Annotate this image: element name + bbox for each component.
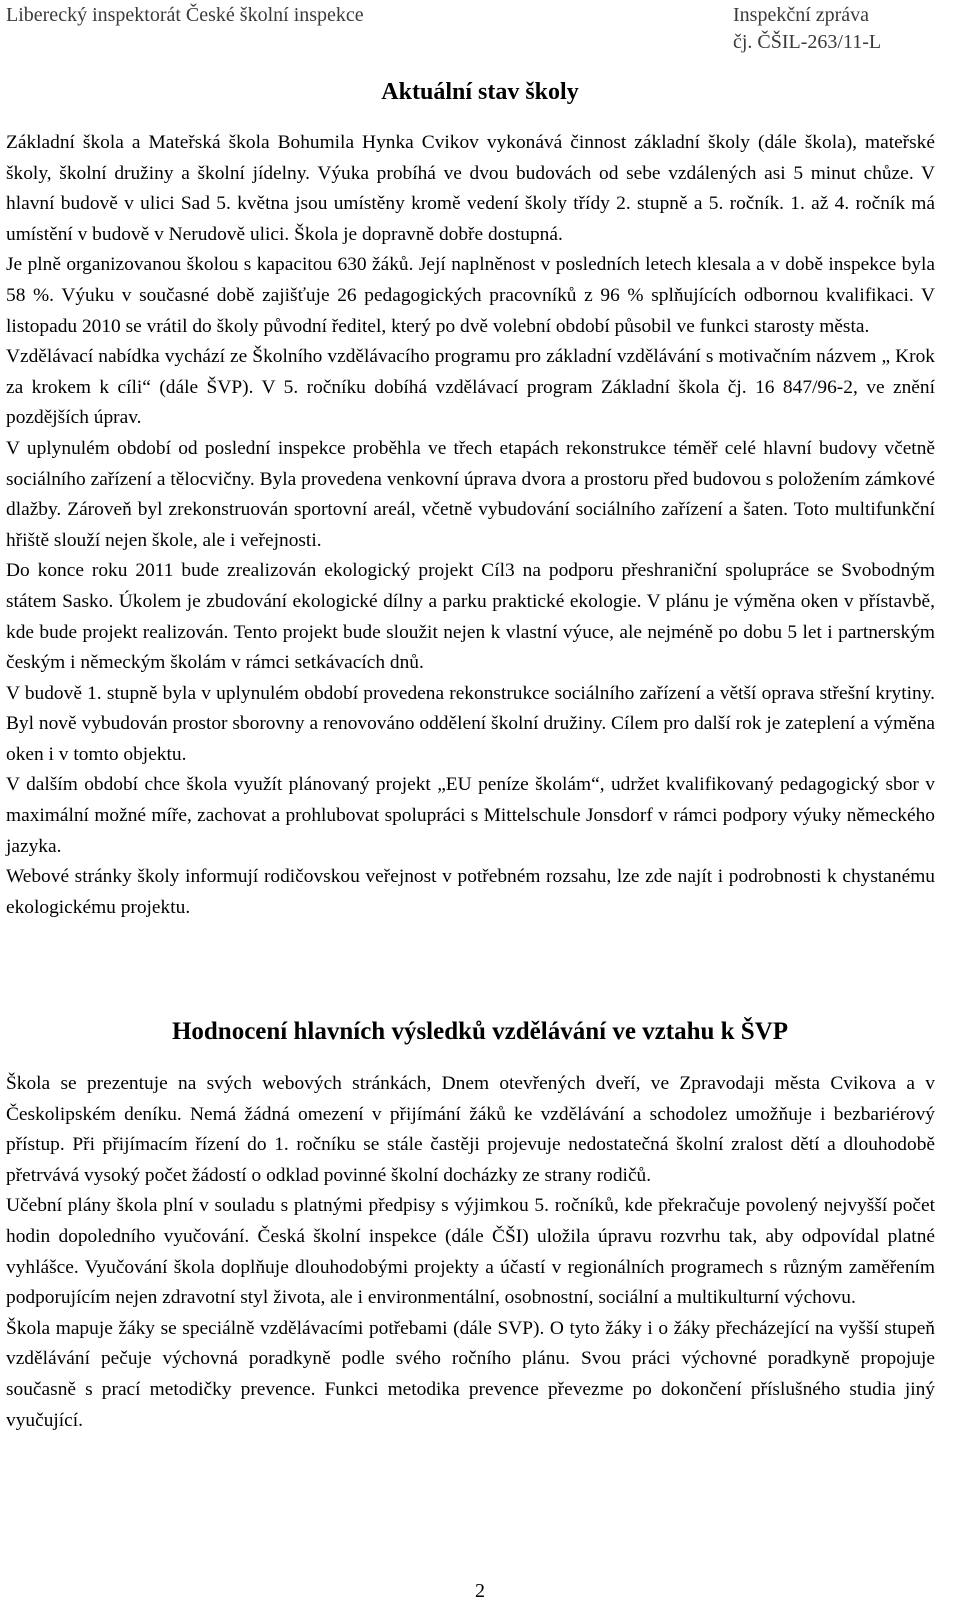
paragraph: V budově 1. stupně byla v uplynulém období provedena rekonstrukce sociálního zařízení a větší oprava střešní krytiny. Byl nově vybudován prostor sborovny a renovováno oddělení školní družiny. Cílem pro další rok je zateplení a výměna oken i v tomto objektu. <box>6 682 935 765</box>
paragraph: Škola mapuje žáky se speciálně vzdělávacími potřebami (dále SVP). O tyto žáky i o žáky přecházející na vyšší stupeň vzdělávání pečuje výchovná poradkyně podle svého ročního plánu. Svou práci výchovné poradkyně propojuje současně s prací metodičky prevence. Funkci metodika prevence převezme po dokončení příslušného studia jiný vyučující. <box>6 1317 935 1431</box>
paragraph: Škola se prezentuje na svých webových stránkách, Dnem otevřených dveří, ve Zpravodaji města Cvikova a v Českolipském deníku. Nemá žádná omezení v přijímání žáků ke vzdělávání a schodolez umožňuje i bezbariérový přístup. Při přijímacím řízení do 1. ročníku se stále častěji projevuje nedostatečná školní zralost dětí a dlouhodobě přetrvává vysoký počet žádostí o odklad povinné školní docházky ze strany rodičů. <box>6 1073 935 1186</box>
paragraph: Do konce roku 2011 bude zrealizován ekologický projekt Cíl3 na podporu přeshraniční spolupráce se Svobodným státem Sasko. Úkolem je zbudování ekologické dílny a parku praktické ekologie. V plánu je výměna oken v přístavbě, kde bude projekt realizován. Tento projekt bude sloužit nejen k vlastní výuce, ale nejméně po dobu 5 let i partnerským českým i německým školám v rámci setkávacích dnů. <box>6 560 935 674</box>
page-number: 2 <box>475 1580 485 1602</box>
header-report-type: Inspekční zpráva <box>733 4 870 26</box>
paragraph: Vzdělávací nabídka vychází ze Školního vzdělávacího programu pro základní vzdělávání s motivačním názvem „ Krok za krokem k cíli“ (dále ŠVP). V 5. ročníku dobíhá vzdělávací program Základní škola čj. 16 847/96-2, ve znění pozdějších úprav. <box>6 346 935 429</box>
section-title-evaluation: Hodnocení hlavních výsledků vzdělávání ve vztahu k ŠVP <box>171 1018 789 1045</box>
section-title-current-state: Aktuální stav školy <box>381 79 579 105</box>
header-right <box>733 2 881 56</box>
paragraph: V uplynulém období od poslední inspekce proběhla ve třech etapách rekonstrukce téměř celé hlavní budovy včetně sociálního zařízení a tělocvičny. Byla provedena venkovní úprava dvora a prostoru před budovou s položením zámkové dlažby. Zároveň byl zrekonstruován sportovní areál, včetně vybudování sociálního zařízení a šaten. Toto multifunkční hřiště slouží nejen škole, ale i veřejnosti. <box>6 437 935 551</box>
header-reference-number: čj. ČŠIL-263/11-L <box>733 31 882 53</box>
paragraph: Základní škola a Mateřská škola Bohumila Hynka Cvikov vykonává činnost základní školy (dále škola), mateřské školy, školní družiny a školní jídelny. Výuka probíhá ve dvou budovách od sebe vzdálených asi 5 minut chůze. V hlavní budově v ulici Sad 5. května jsou umístěny kromě vedení školy třídy 2. stupně a 5. ročník. 1. až 4. ročník má umístění v budově v Nerudově ulici. Škola je dopravně dobře dostupná. <box>6 132 935 245</box>
paragraph: Je plně organizovanou školou s kapacitou 630 žáků. Její naplněnost v posledních letech klesala a v době inspekce byla 58 %. Výuku v současné době zajišťuje 26 pedagogických pracovníků z 96 % splňujících odbornou kvalifikaci. V listopadu 2010 se vrátil do školy původní ředitel, který po dvě volební období působil ve funkci starosty města. <box>6 254 935 337</box>
header-left: Liberecký inspektorát České školní inspekce <box>6 4 364 26</box>
paragraph: Webové stránky školy informují rodičovskou veřejnost v potřebném rozsahu, lze zde najít i podrobnosti k chystanému ekologickému projektu. <box>6 866 935 918</box>
section-current-state-body <box>6 128 935 923</box>
paragraph: Učební plány škola plní v souladu s platnými předpisy s výjimkou 5. ročníků, kde překračuje povolený nejvyšší počet hodin dopoledního vyučování. Česká školní inspekce (dále ČŠI) uložila úpravu rozvrhu tak, aby odpovídal platné vyhlášce. Vyučování škola doplňuje dlouhodobými projekty a účastí v regionálních programech s různým zaměřením podporujícím nejen zdravotní styl života, ale i environmentální, osobnostní, sociální a multikulturní výchovu. <box>6 1195 935 1309</box>
paragraph: V dalším období chce škola využít plánovaný projekt „EU peníze školám“, udržet kvalifikovaný pedagogický sbor v maximální možné míře, zachovat a prohlubovat spolupráci s Mittelschule Jonsdorf v rámci podpory výuky německého jazyka. <box>6 774 935 857</box>
section-evaluation-body <box>6 1069 935 1436</box>
